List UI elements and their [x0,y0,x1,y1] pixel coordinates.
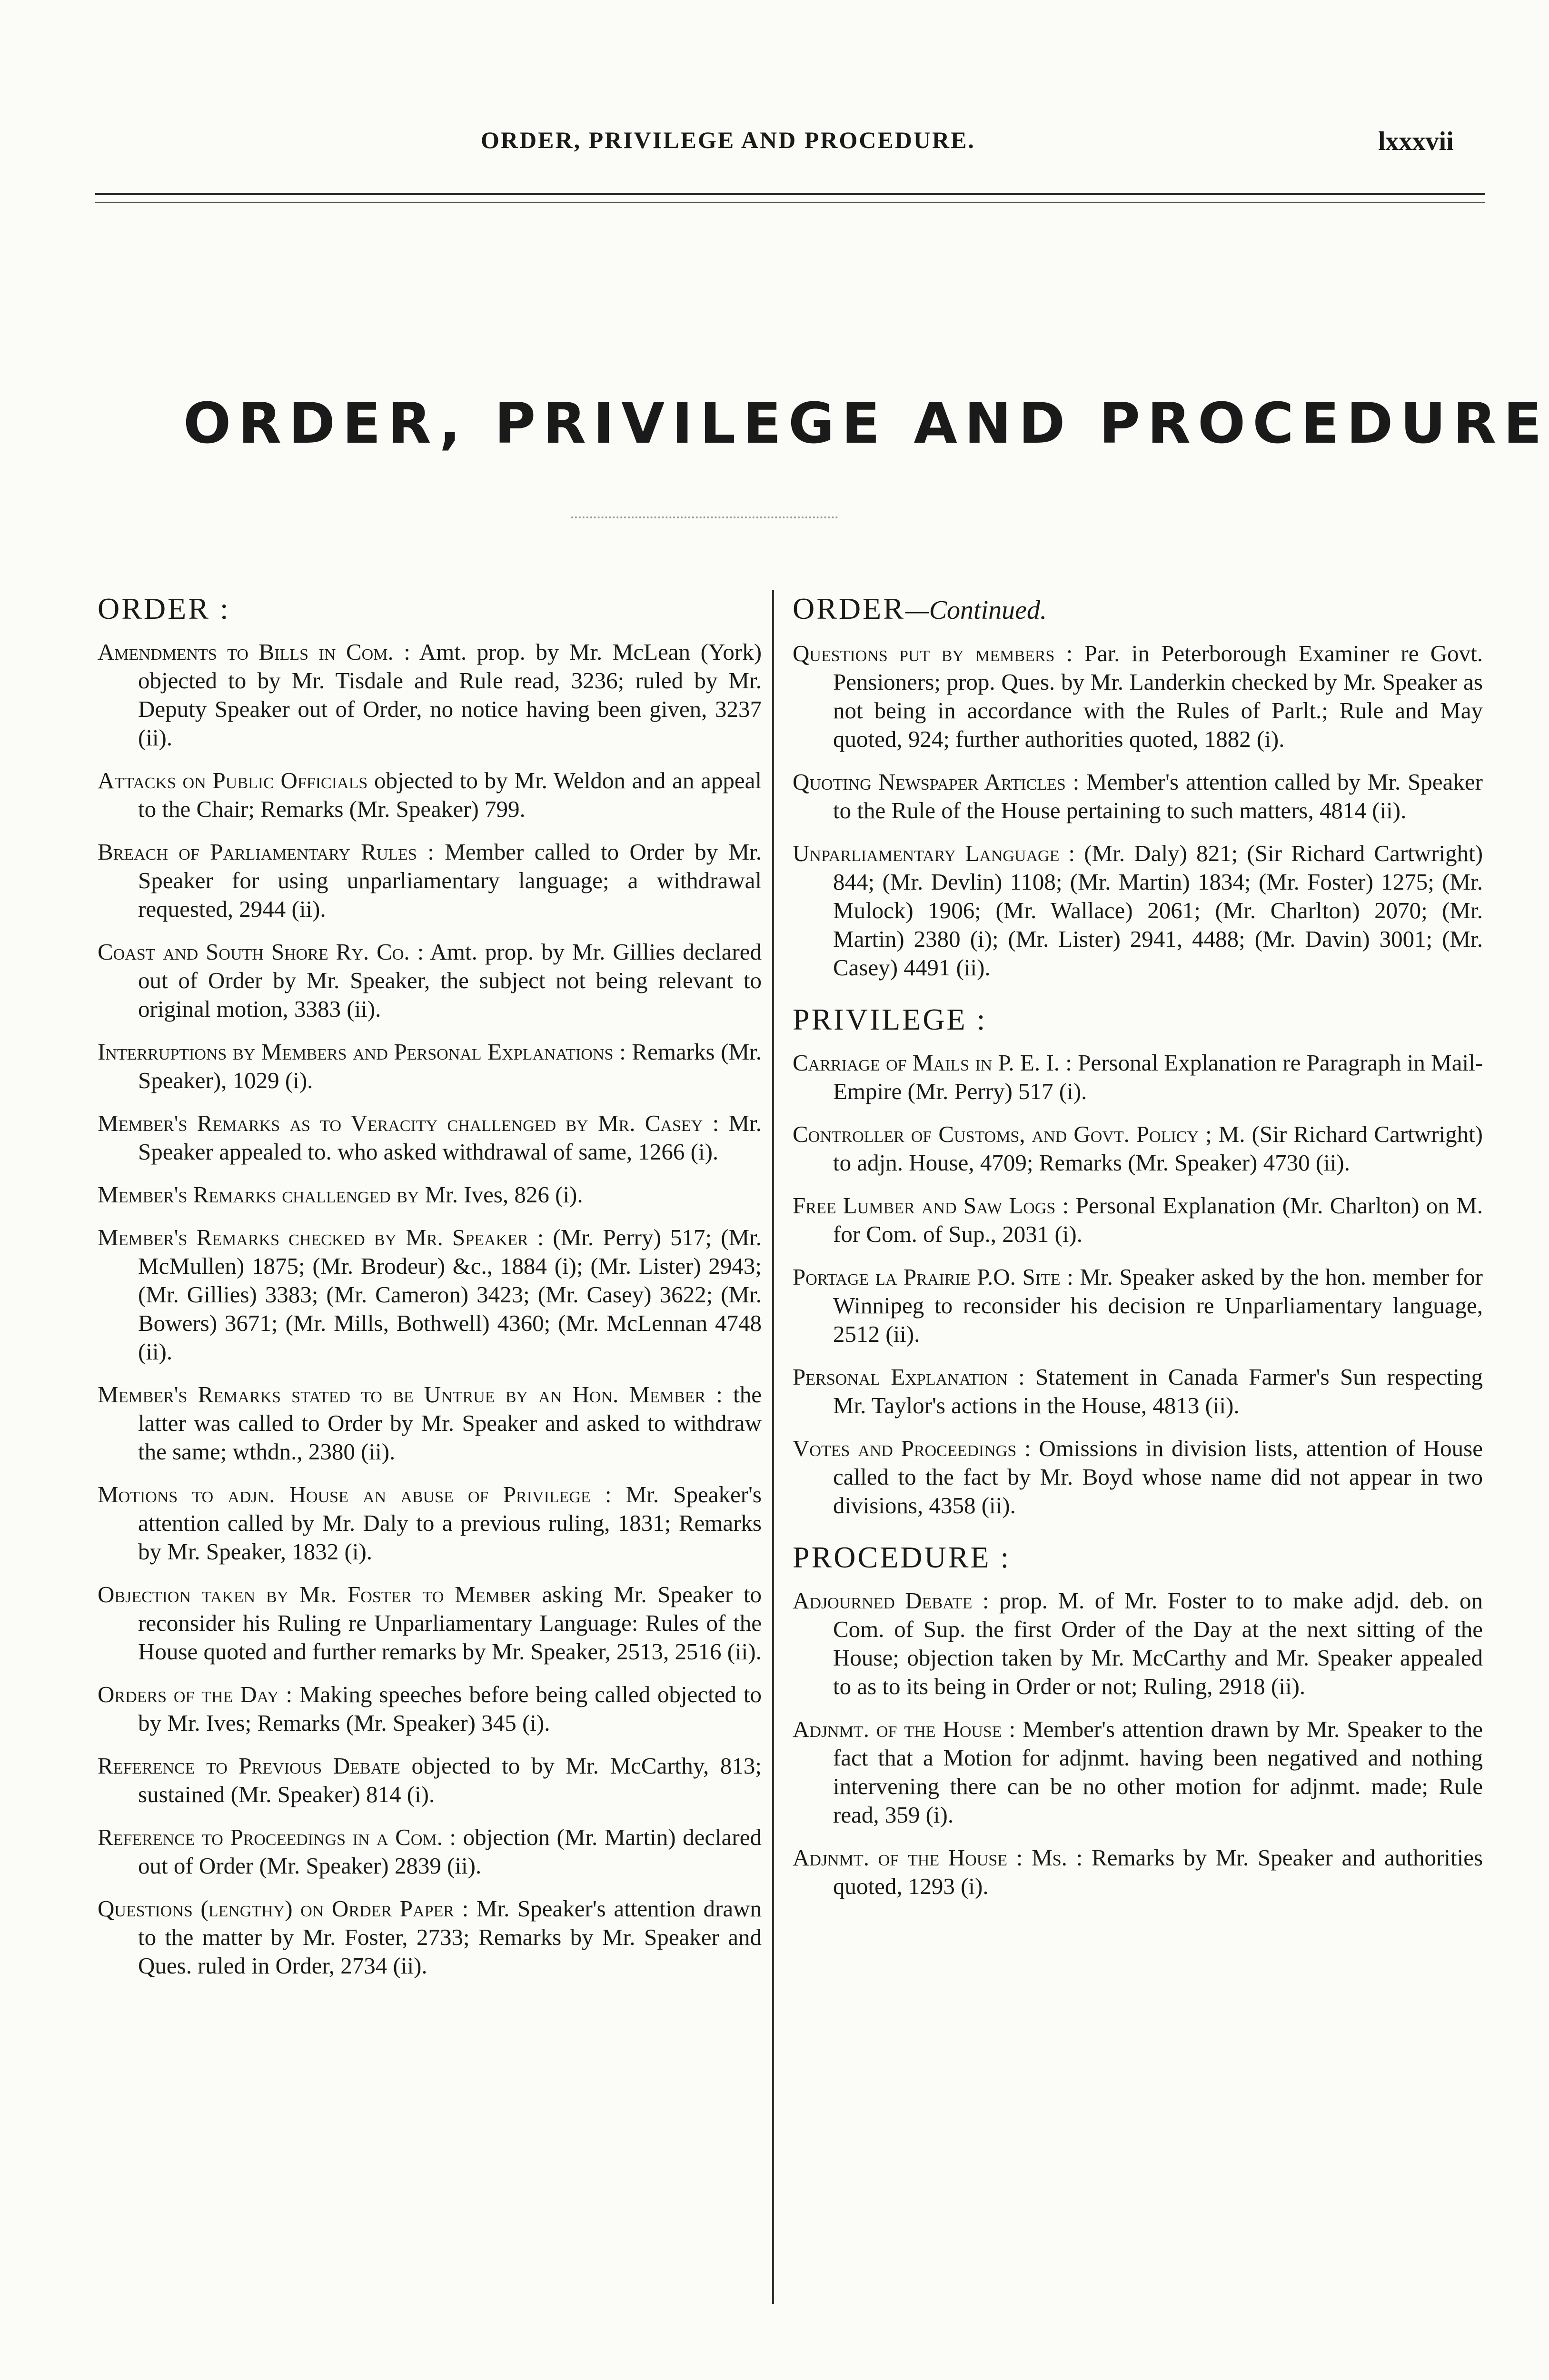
entry-text: Par. in Peterborough Examiner re Govt. Pensioners; prop. Ques. by Mr. Landerkin checked by Mr. Speaker as not being in accordance with the Rules of Parlt.; Rule and May quoted, 924; further authorities quoted, 1882 (i). [833,640,1483,752]
index-entry [793,1434,1483,1520]
index-entry [98,1752,762,1809]
index-entry [793,639,1483,754]
entry-heading: Carriage of Mails in P. E. I. : [793,1050,1072,1076]
entry-text: Mr. Speaker's attention called by Mr. Daly to a previous ruling, 1831; Remarks by Mr. Speaker, 1832 (i). [138,1481,762,1565]
entry-text: Personal Explanation (Mr. Charlton) on M. for Com. of Sup., 2031 (i). [833,1192,1483,1247]
entry-text: the latter was called to Order by Mr. Speaker and asked to withdraw the same; wthdn., 2380 (ii). [138,1381,762,1465]
page-number: lxxxvii [1378,127,1454,156]
entry-text: prop. M. of Mr. Foster to to make adjd. deb. on Com. of Sup. the first Order of the Day at the next sitting of the House; objection taken by Mr. McCarthy and Mr. Speaker appealed to as to its being in Order or not; Ruling, 2918 (ii). [833,1587,1483,1699]
index-entry [98,938,762,1023]
order-continued-entries [793,639,1483,982]
index-entry [793,839,1483,982]
entry-heading: Orders of the Day : [98,1681,293,1707]
index-entry [793,1191,1483,1249]
index-entry [98,1038,762,1095]
index-entry [98,766,762,823]
index-entry [793,1844,1483,1901]
entry-heading: Adjourned Debate : [793,1587,989,1614]
index-entry [98,1109,762,1166]
entry-text: Statement in Canada Farmer's Sun respecting Mr. Taylor's actions in the House, 4813 (ii). [833,1364,1483,1418]
index-entry [98,838,762,923]
column-divider [772,590,774,2304]
entry-text: Amt. prop. by Mr. Gillies declared out of Order by Mr. Speaker, the subject not being relevant to original motion, 3383 (ii). [138,939,762,1022]
header-rule-thin [95,202,1485,203]
index-entry [98,638,762,752]
entry-heading: Amendments to Bills in Com. : [98,639,410,665]
entry-text: Mr. Speaker asked by the hon. member for Winnipeg to reconsider his decision re Unparliamentary language, 2512 (ii). [833,1264,1483,1347]
entry-text: (Mr. Daly) 821; (Sir Richard Cartwright) 844; (Mr. Devlin) 1108; (Mr. Martin) 1834; (Mr. Foster) 1275; (Mr. Mulock) 1906; (Mr. Wallace) 2061; (Mr. Charlton) 2070; (Mr. Martin) 2380 (i); (Mr. Lister) 2941, 4488; (Mr. Davin) 3001; (Mr. Casey) 4491 (ii). [833,840,1483,981]
entry-heading: Unparliamentary Language : [793,840,1075,866]
entry-heading: Interruptions by Members and Personal Explanations : [98,1039,626,1065]
entry-heading: Questions (lengthy) on Order Paper : [98,1895,469,1922]
section-heading-order-continued [793,590,1483,629]
index-entry [98,1894,762,1980]
entry-text: Amt. prop. by Mr. McLean (York) objected to by Mr. Tisdale and Rule read, 3236; ruled by Mr. Deputy Speaker out of Order, no notice having been given, 3237 (ii). [138,639,762,751]
index-entry [98,1580,762,1666]
entry-heading: Adjnmt. of the House : [793,1716,1016,1742]
index-entry [793,1263,1483,1349]
section-heading-order: ORDER : [98,592,230,625]
entry-text: Member's attention drawn by Mr. Speaker to the fact that a Motion for adjnmt. having been negatived and nothing intervening there can be no other motion for adjnmt. made; Rule read, 359 (i). [833,1716,1483,1828]
entry-text: Member called to Order by Mr. Speaker for using unparliamentary language; a withdrawal requested, 2944 (ii). [138,839,762,922]
procedure-entries [793,1587,1483,1901]
index-entry [793,1715,1483,1829]
entry-heading: Controller of Customs, and Govt. Policy ; [793,1121,1212,1147]
entry-heading: Quoting Newspaper Articles : [793,769,1080,795]
index-entry [98,1380,762,1466]
entry-text: M. (Sir Richard Cartwright) to adjn. House, 4709; Remarks (Mr. Speaker) 4730 (ii). [833,1121,1483,1176]
running-title: ORDER, PRIVILEGE AND PROCEDURE. [481,127,975,153]
index-entry [98,1480,762,1566]
section-heading-procedure: PROCEDURE : [793,1540,1011,1574]
entry-heading: Objection taken by Mr. Foster to Member [98,1581,531,1607]
index-entry [793,1587,1483,1701]
index-entry [793,1049,1483,1106]
entry-text: Omissions in division lists, attention of House called to the fact by Mr. Boyd whose name did not appear in two divisions, 4358 (ii). [833,1435,1483,1518]
entry-heading: Adjnmt. of the House : Ms. : [793,1844,1083,1871]
continued-label: —Continued. [905,595,1047,625]
entry-heading: Coast and South Shore Ry. Co. : [98,939,424,965]
entry-heading: Votes and Proceedings : [793,1435,1031,1461]
index-entry [793,1363,1483,1420]
entry-text: Making speeches before being called objected to by Mr. Ives; Remarks (Mr. Speaker) 345 (i). [138,1681,762,1736]
privilege-entries [793,1049,1483,1520]
entry-text: Remarks (Mr. Speaker), 1029 (i). [138,1039,762,1093]
entry-heading: Motions to adjn. House an abuse of Privilege : [98,1481,612,1507]
entry-heading: Attacks on Public Officials [98,767,368,793]
entry-heading: Portage la Prairie P.O. Site : [793,1264,1073,1290]
right-column [793,590,1483,1915]
entry-heading: Breach of Parliamentary Rules : [98,839,434,865]
entry-heading: Reference to Proceedings in a Com. : [98,1824,457,1850]
entry-heading: Questions put by members : [793,640,1073,666]
page-title: ORDER, PRIVILEGE AND PROCEDURE [183,390,1549,456]
entry-text: Mr. Speaker appealed to. who asked withdrawal of same, 1266 (i). [138,1110,762,1165]
entry-text: asking Mr. Speaker to reconsider his Ruling re Unparliamentary Language: Rules of the House quoted and further remarks by Mr. Speaker, 2513, 2516 (ii). [138,1581,762,1665]
entry-heading: Member's Remarks stated to be Untrue by an Hon. Member : [98,1381,723,1408]
entry-text: Remarks by Mr. Speaker and authorities quoted, 1293 (i). [833,1844,1483,1899]
running-head [0,126,1549,164]
entry-heading: Member's Remarks checked by Mr. Speaker : [98,1224,544,1250]
header-rule [95,193,1485,195]
entry-text: objected to by Mr. McCarthy, 813; sustained (Mr. Speaker) 814 (i). [138,1753,762,1807]
entry-text: Member's attention called by Mr. Speaker to the Rule of the House pertaining to such matters, 4814 (ii). [833,769,1483,823]
entry-heading: Free Lumber and Saw Logs : [793,1192,1069,1219]
title-ornament-rule [571,516,838,518]
index-entry [98,1680,762,1737]
entry-heading: Member's Remarks challenged by [98,1181,419,1208]
order-entries [98,638,762,1980]
index-entry [793,1120,1483,1177]
left-column [98,590,762,1994]
index-entry [793,768,1483,825]
entry-text: Personal Explanation re Paragraph in Mail-Empire (Mr. Perry) 517 (i). [833,1050,1483,1104]
entry-text: Mr. Ives, 826 (i). [425,1181,583,1208]
index-entry [98,1823,762,1880]
entry-text: (Mr. Perry) 517; (Mr. McMullen) 1875; (Mr. Brodeur) &c., 1884 (i); (Mr. Lister) 2943; (Mr. Gillies) 3383; (Mr. Cameron) 3423; (Mr. Casey) 3622; (Mr. Bowers) 3671; (Mr. Mills, Bothwell) 4360; (Mr. McLennan 4748 (ii). [138,1224,762,1365]
index-entry [98,1223,762,1366]
entry-text: objected to by Mr. Weldon and an appeal to the Chair; Remarks (Mr. Speaker) 799. [138,767,762,822]
entry-heading: Reference to Previous Debate [98,1753,400,1779]
entry-text: Mr. Speaker's attention drawn to the matter by Mr. Foster, 2733; Remarks by Mr. Speaker and Ques. ruled in Order, 2734 (ii). [138,1895,762,1979]
section-heading-label: ORDER [793,592,905,625]
section-heading-privilege: PRIVILEGE : [793,1002,987,1036]
entry-heading: Member's Remarks as to Veracity challenged by Mr. Casey : [98,1110,719,1136]
index-entry [98,1180,762,1209]
entry-text: objection (Mr. Martin) declared out of Order (Mr. Speaker) 2839 (ii). [138,1824,762,1879]
entry-heading: Personal Explanation : [793,1364,1025,1390]
